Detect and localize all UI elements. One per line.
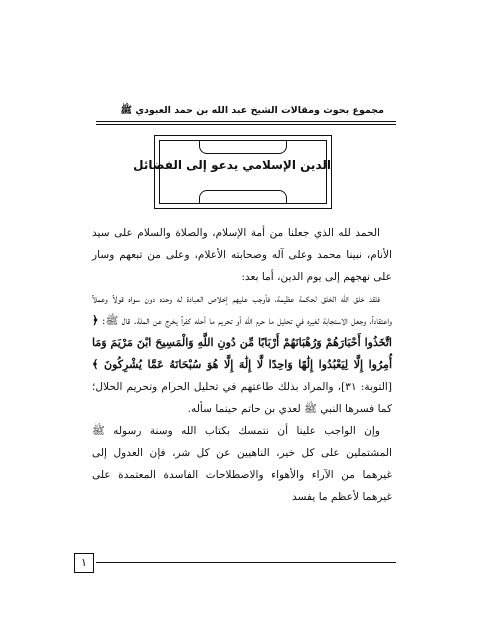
footer-rule xyxy=(96,562,396,563)
quran-verse: ﴿ اتَّخَذُوا أَحْبَارَهُمْ وَرُهْبَانَهُمْ أَرْبَابًا مِّن دُونِ اللَّهِ وَالْمَسِيحَ ابْنَ مَرْيَمَ وَمَا أُمِرُوا إِلَّا لِيَعْبُدُوا إِلَٰهًا وَاحِدًا لَّا إِلَٰهَ إِلَّا هُوَ سُبْحَانَهُ عَمَّا يُشْرِكُونَ ﴾ xyxy=(92,314,392,371)
paragraph-3 xyxy=(92,420,392,508)
title-frame xyxy=(133,135,332,209)
paragraph-text: الحمد لله الذي جعلنا من أمة الإسلام، والصلاة والسلام على سيد الأنام، نبينا محمد وعلى آله وصحابته الأعلام، وعلى من تبعهم وسار على نهجهم إلى يوم الدين، أما بعد: xyxy=(92,227,392,283)
body-text xyxy=(92,222,392,508)
chapter-title: الدين الإسلامي يدعو إلى الفضائل xyxy=(133,158,331,172)
paragraph-text-continued: [التوبة: ٣١]، والمراد بذلك طاعتهم في تحليل الحرام وتحريم الحلال؛ كما فسرها النبي ﷺ لعدي بن حاتم حينما سأله. xyxy=(92,381,393,415)
header-rule xyxy=(96,121,396,122)
paragraph-1 xyxy=(92,222,392,288)
paragraph-text: وإن الواجب علينا أن نتمسك بكتاب الله وسنة رسوله ﷺ المشتملين على كل خير، الناهيين عن كل شر، فإن العدول إلى غيرهما من الآراء والأهواء والاصطلاحات الفاسدة المعتمدة على غيرهما لأعظم ما يفسد xyxy=(92,425,392,503)
title-frame-inner xyxy=(159,140,327,204)
page-number: ١ xyxy=(74,553,94,573)
paragraph-2 xyxy=(92,288,392,420)
header-rule-thin xyxy=(96,124,396,125)
paragraph-text: فلقد خلق الله الخلق لحكمة عظيمة، فأوجب عليهم إخلاص العبادة له وحده دون سواه قولاً وعملاً واعتقاداً، وجعل الاستجابة لغيره في تحليل ما حرم الله أو تحريم ما أحله كفراً يخرج عن الملة. قال ﷺ: xyxy=(92,293,393,327)
running-header: مجموع بحوث ومقالات الشيخ عبد الله بن حمد العبودي ﷺ xyxy=(120,105,384,116)
